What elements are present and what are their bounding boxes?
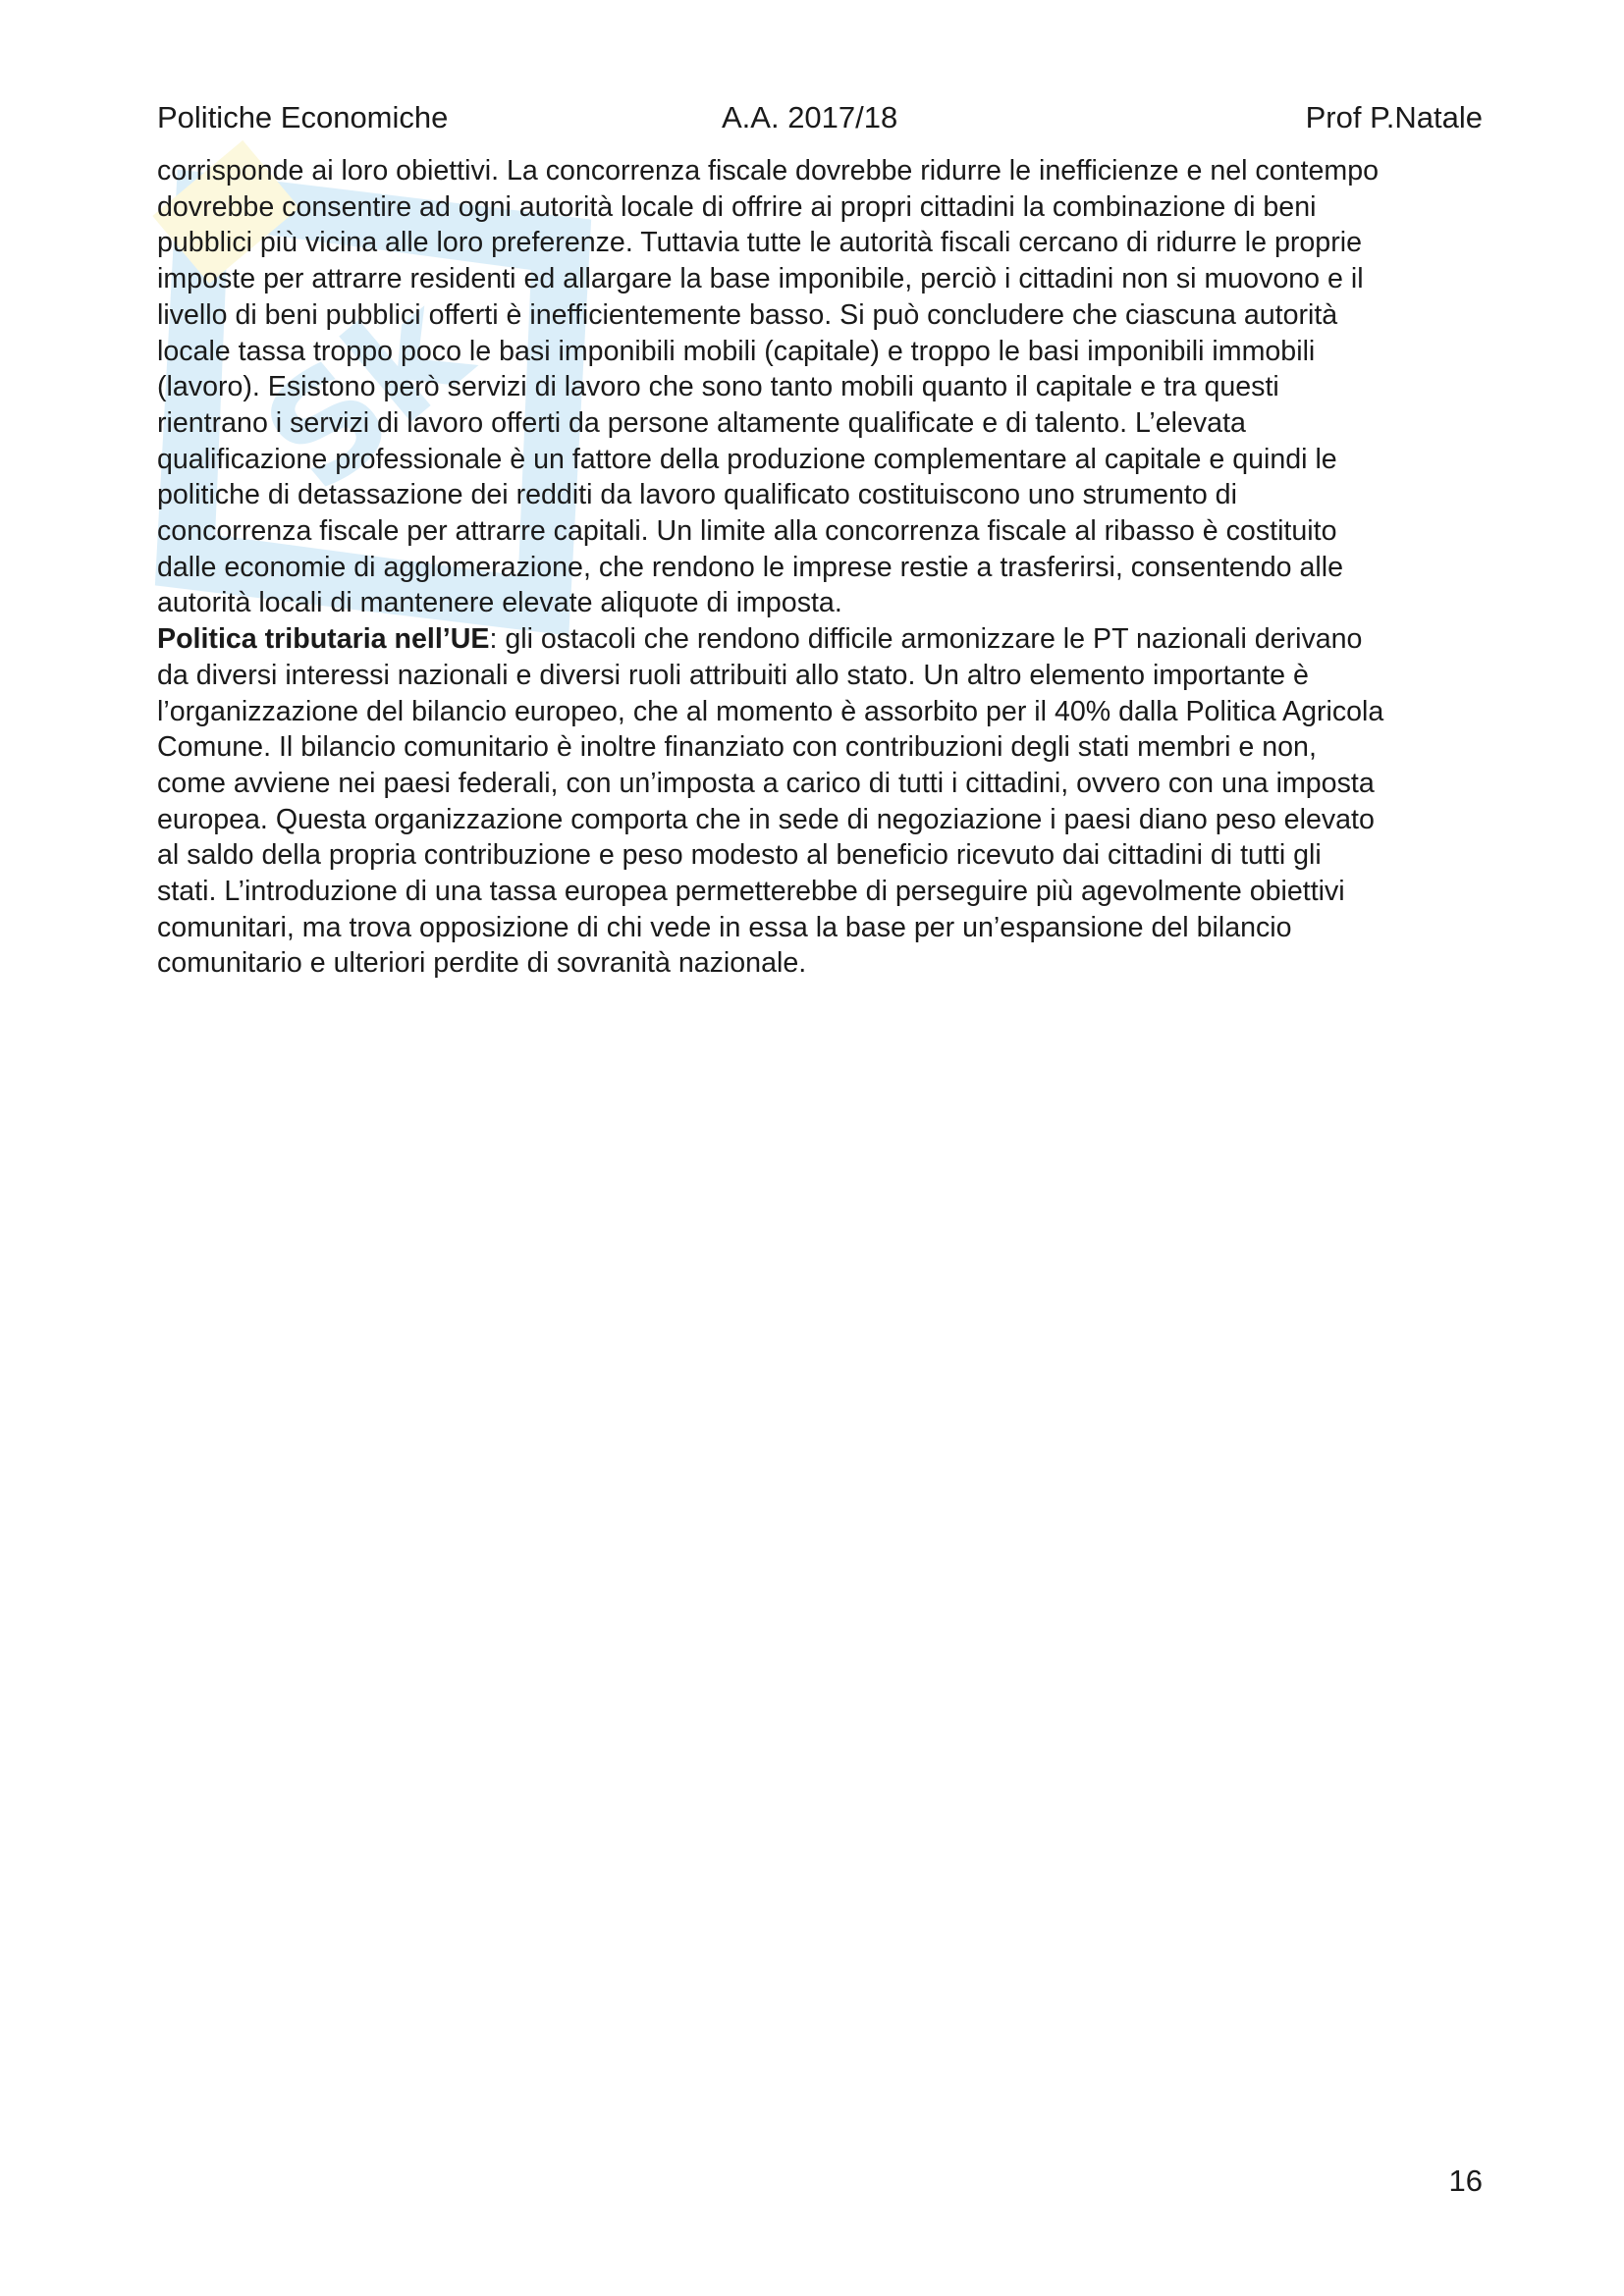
text-line: qualificazione professionale è un fattore della produzione complementare al capitale e quindi le — [157, 443, 1337, 475]
text-line: stati. L’introduzione di una tassa europea permetterebbe di perseguire più agevolmente obiettivi — [157, 876, 1345, 908]
svg-text:Sk: Sk — [233, 263, 500, 526]
text-line: al saldo della propria contribuzione e peso modesto al beneficio ricevuto dai cittadini di tutti gli — [157, 839, 1322, 872]
ue-first-line-text: : gli ostacoli che rendono difficile armonizzare le PT nazionali derivano — [489, 623, 1363, 656]
text-line: da diversi interessi nazionali e diversi ruoli attribuiti allo stato. Un altro elemento importante è — [157, 659, 1309, 691]
text-line: europea. Questa organizzazione comporta che in sede di negoziazione i paesi diano peso elevato — [157, 803, 1375, 835]
text-line: pubblici più vicina alle loro preferenze. Tuttavia tutte le autorità fiscali cercano di ridurre le proprie — [157, 227, 1362, 259]
ue-section-heading: Politica tributaria nell’UE — [157, 623, 490, 656]
header-academic-year: A.A. 2017/18 — [722, 100, 898, 134]
document-body — [157, 153, 1483, 982]
text-line: rientrano i servizi di lavoro offerti da persone altamente qualificate e di talento. L’elevata — [157, 406, 1246, 439]
text-line: l’organizzazione del bilancio europeo, che al momento è assorbito per il 40% dalla Politica Agricola — [157, 695, 1384, 727]
header-course-title: Politiche Economiche — [157, 100, 449, 134]
page-number: 16 — [1448, 2163, 1483, 2198]
text-line: comunitari, ma trova opposizione di chi vede in essa la base per un’espansione del bilancio — [157, 911, 1292, 943]
text-line: comunitario e ulteriori perdite di sovranità nazionale. — [157, 947, 807, 980]
text-line: dalle economie di agglomerazione, che rendono le imprese restie a trasferirsi, consentendo alle — [157, 551, 1343, 583]
text-line: come avviene nei paesi federali, con un’imposta a carico di tutti i cittadini, ovvero con una imposta — [157, 767, 1375, 799]
text-line: locale tassa troppo poco le basi imponibili mobili (capitale) e troppo le basi imponibili immobili — [157, 335, 1316, 367]
text-line: concorrenza fiscale per attrarre capitali. Un limite alla concorrenza fiscale al ribasso è costituito — [157, 515, 1337, 548]
text-line: politiche di detassazione dei redditi da lavoro qualificato costituiscono uno strumento di — [157, 479, 1237, 511]
header-professor: Prof P.Natale — [1305, 100, 1483, 134]
ue-section-first-line — [157, 621, 1483, 658]
text-line: autorità locali di mantenere elevate aliquote di imposta. — [157, 587, 842, 619]
text-line: dovrebbe consentire ad ogni autorità locale di offrire ai propri cittadini la combinazione di beni — [157, 190, 1317, 223]
page-header — [157, 96, 1483, 139]
text-line: Comune. Il bilancio comunitario è inoltre finanziato con contribuzioni degli stati membri e non, — [157, 731, 1317, 764]
text-line: imposte per attrarre residenti ed allargare la base imponibile, perciò i cittadini non si muovono e il — [157, 263, 1364, 295]
text-line: livello di beni pubblici offerti è inefficientemente basso. Si può concludere che ciascuna autorità — [157, 298, 1338, 331]
text-line: (lavoro). Esistono però servizi di lavoro che sono tanto mobili quanto il capitale e tra questi — [157, 371, 1279, 403]
text-line: corrisponde ai loro obiettivi. La concorrenza fiscale dovrebbe ridurre le inefficienze e nel contempo — [157, 155, 1379, 187]
